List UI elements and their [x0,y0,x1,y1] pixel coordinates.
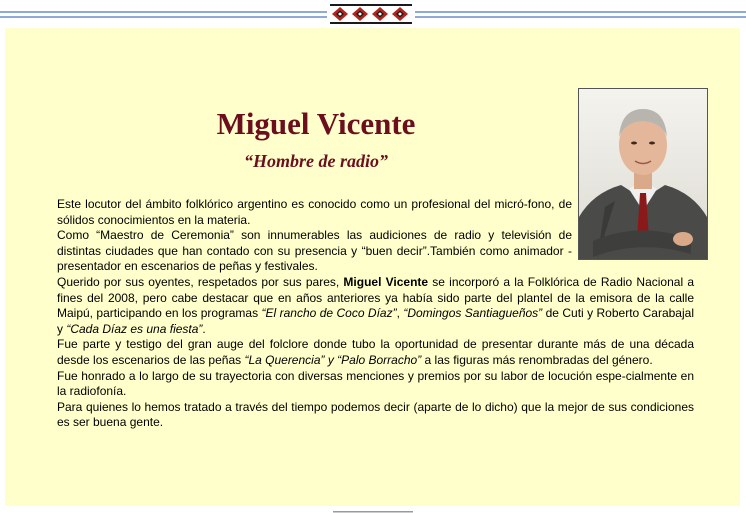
paragraph-awards: Fue honrado a lo largo de su trayectoria con diversas menciones y premios por su labor de locución espe-cialmente en la radiofonía. [57,368,694,399]
top-rule-left-2 [0,16,327,18]
page-title: Miguel Vicente [216,106,416,141]
career-text-5: . [202,321,206,336]
top-rule-left-1 [0,11,327,13]
bottom-ornament-icon [333,507,413,513]
top-rule-right-1 [415,11,746,13]
program-name-1: “El rancho de Coco Díaz” [261,306,397,321]
career-text-1: Querido por sus oyentes, respetados por sus pares, [57,274,344,289]
program-name-2: “Domingos Santiagueños” [403,306,543,321]
career-text-3: , [396,306,404,321]
paragraph-intro: Este locutor del ámbito folklórico argentino es conocido como un profesional del micró-fono, de sólidos conocimientos en la materia. [57,197,572,227]
article-body [57,197,694,431]
venue-names: “La Querencia” y “Palo Borracho” [244,352,422,367]
career-name-bold: Miguel Vicente [343,274,429,289]
page-subtitle: “Hombre de radio” [244,151,388,171]
andean-pattern-icon [330,3,412,25]
paragraph-folklore [57,337,694,368]
career-text-4: de Cuti y Roberto Carabajal y [57,306,694,336]
career-text-2: se incorporó a la Folklórica de Radio Nacional a fines del 2008, pero cabe destacar que en años anteriores ya había sido parte del plantel de la emisora de la calle Maipú, participando en los programas [57,274,694,321]
folklore-text-1: Fue parte y testigo del gran auge del folclore donde tubo la oportunidad de presentar durante más de una década desde los escenarios de las peñas [57,337,694,367]
paragraph-ceremony: Como “Maestro de Ceremonia” son innumerables las audiciones de radio y televisión de distintas ciudades que han contado con su presencia y “buen decir”.También como animador - presentador en escenarios de peñas y festivales. [57,228,572,274]
folklore-text-2: a las figuras más renombradas del género. [421,352,653,367]
program-name-3: “Cada Díaz es una fiesta” [66,321,203,336]
paragraph-career [57,275,694,337]
top-rule-right-2 [415,16,746,18]
paragraph-closing: Para quienes lo hemos tratado a través del tiempo podemos decir (aparte de lo dicho) que la mejor de sus condiciones es ser buena gente. [57,399,694,430]
